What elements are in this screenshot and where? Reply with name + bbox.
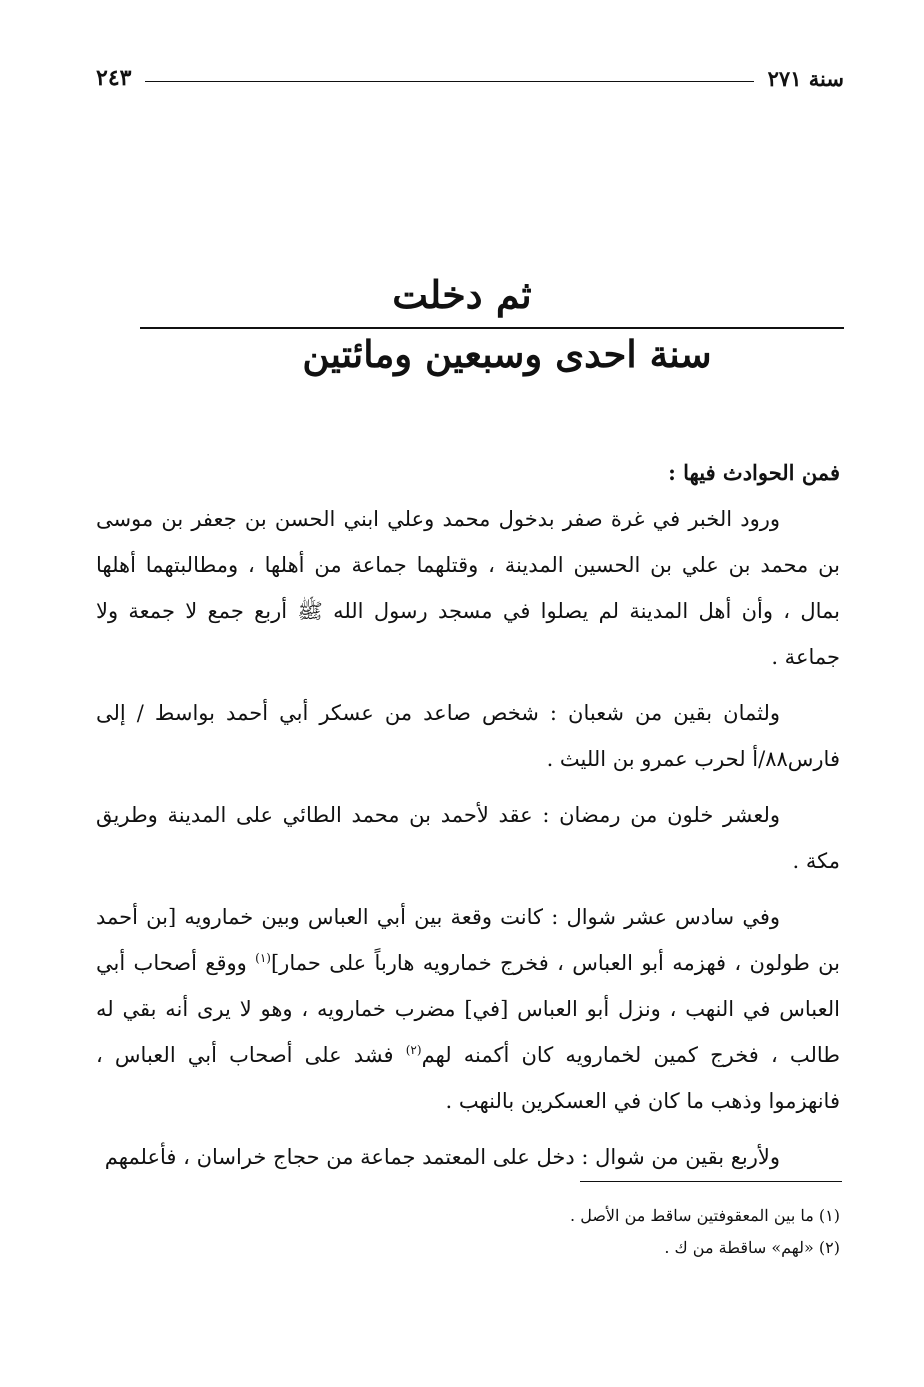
footnote-2: (٢) «لهم» ساقطة من ك .: [664, 1238, 840, 1257]
chapter-title-top: ثم دخلت: [392, 272, 532, 317]
body-text: [96, 450, 840, 1186]
footnotes: [96, 1200, 840, 1264]
paragraph-4-part-3: فشد على أصحاب أبي العباس ، فانهزموا وذهب ما كان في العسكرين بالنهب .: [96, 1043, 840, 1113]
section-label: فمن الحوادث فيها :: [668, 460, 840, 485]
running-header-title: سنة ٢٧١: [767, 65, 844, 91]
paragraph-4-part-2: ووقع أصحاب أبي العباس في النهب ، ونزل أبو العباس [في] مضرب خمارويه ، وهو لا يرى أنه بقي له طالب ، فخرج كمين لخمارويه كان أكمنه لهم: [96, 951, 840, 1067]
paragraph-3: ولعشر خلون من رمضان : عقد لأحمد بن محمد الطائي على المدينة وطريق مكة .: [96, 803, 840, 873]
running-header: [96, 58, 844, 98]
page-number: ٢٤٣: [96, 65, 132, 91]
footnote-ref-2: (٢): [405, 1043, 422, 1057]
paragraph-1: ورود الخبر في غرة صفر بدخول محمد وعلي ابني الحسن بن جعفر بن موسى بن محمد بن علي بن الحسين المدينة ، وقتلهما جماعة من أهلها ، ومطالبتهما أهلها بمال ، وأن أهل المدينة لم يصلوا في مسجد رسول الله ﷺ أربع جمع لا جمعة ولا جماعة .: [96, 507, 840, 669]
footnote-ref-1: (١): [255, 951, 271, 965]
header-rule: [145, 81, 753, 82]
paragraph-4: [96, 894, 840, 1124]
paragraph-2: ولثمان بقين من شعبان : شخص صاعد من عسكر أبي أحمد بواسط / إلى فارس٨٨/أ لحرب عمرو بن الليث .: [96, 701, 840, 771]
footnote-1: (١) ما بين المعقوفتين ساقط من الأصل .: [570, 1206, 840, 1225]
chapter-title-main: سنة احدى وسبعين ومائتين: [302, 332, 712, 376]
footnote-rule: [580, 1181, 842, 1182]
chapter-divider: [140, 327, 844, 329]
paragraph-5: ولأربع بقين من شوال : دخل على المعتمد جماعة من حجاج خراسان ، فأعلمهم: [104, 1145, 780, 1169]
paragraph-4-part-1: وفي سادس عشر شوال : كانت وقعة بين أبي العباس وبين خمارويه [بن أحمد بن طولون ، فهزمه أبو العباس ، فخرج خمارويه هارباً على حمار]: [96, 905, 840, 975]
